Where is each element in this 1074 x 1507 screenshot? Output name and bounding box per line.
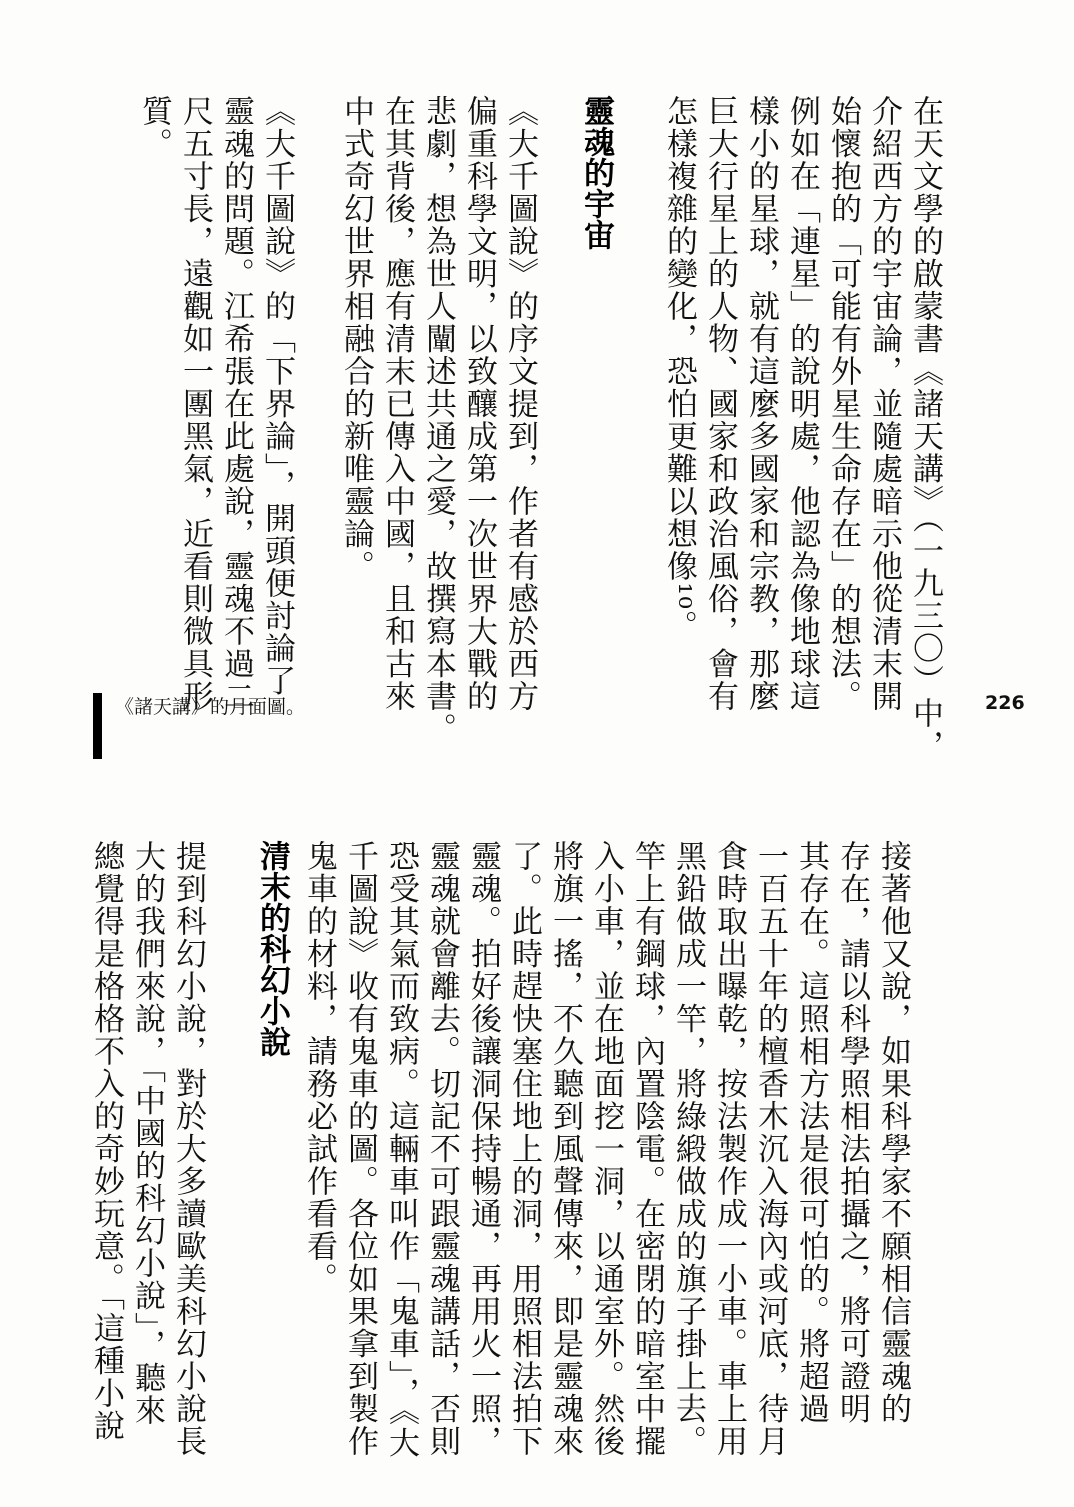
page-number: 226 bbox=[985, 692, 1025, 714]
text-column: 《大千圖說》的序文提到，作者有感於西方 bbox=[502, 95, 538, 713]
text-column: 提到科幻小說，對於大多讀歐美科幻小說長 bbox=[170, 840, 206, 1458]
top-paragraph-2 bbox=[335, 95, 540, 745]
text-column: 黑鉛做成一竿，將綠緞做成的旗子掛上去。 bbox=[670, 840, 706, 1458]
section-heading-soul-universe: 靈魂的宇宙 bbox=[578, 95, 614, 250]
caption-marker-bar bbox=[93, 693, 102, 759]
text-column: 《大千圖說》的「下界論」，開頭便討論了 bbox=[259, 95, 295, 697]
text-column: 千圖說》收有鬼車的圖。各位如果拿到製作 bbox=[342, 840, 378, 1458]
text-column: 竿上有鋼球，內置陰電。在密閉的暗室中擺 bbox=[629, 840, 665, 1458]
text-column: 總覺得是格格不入的奇妙玩意。「這種小說 bbox=[88, 840, 124, 1442]
bottom-paragraph-1 bbox=[298, 840, 913, 1459]
text-column: 巨大行星上的人物、國家和政治風俗，會有 bbox=[702, 95, 738, 713]
text-column: 中式奇幻世界相融合的新唯靈論。 bbox=[338, 95, 374, 583]
text-column: 食時取出曝乾，按法製作成一小車。車上用 bbox=[711, 840, 747, 1458]
text-column: 樣小的星球，就有這麼多國家和宗教，那麼 bbox=[743, 95, 779, 713]
top-paragraph-1 bbox=[658, 95, 945, 762]
text-column: 鬼車的材料，請務必試作看看。 bbox=[301, 840, 337, 1295]
text-column: 在天文學的啟蒙書《諸天講》（一九三〇）中， bbox=[907, 95, 943, 762]
text-column: 始懷抱的「可能有外星生命存在」的想法。 bbox=[825, 95, 861, 713]
text-column: 怎樣複雜的變化，恐怕更難以想像¹⁰。 bbox=[661, 95, 697, 643]
figure-caption: 《諸天講》的月面圖。 bbox=[115, 696, 306, 718]
text-column: 入小車，並在地面挖一洞，以通室外。然後 bbox=[588, 840, 624, 1458]
text-column: 將旗一搖，不久聽到風聲傳來，即是靈魂來 bbox=[547, 840, 583, 1458]
bottom-paragraph-2 bbox=[85, 840, 208, 1458]
text-column: 其存在。這照相方法是很可怕的。將超過 bbox=[793, 840, 829, 1425]
section-heading-late-qing-scifi: 清末的科幻小說 bbox=[254, 840, 290, 1057]
top-paragraph-3 bbox=[133, 95, 297, 713]
text-column: 靈魂就會離去。切記不可跟靈魂講話，否則 bbox=[424, 840, 460, 1458]
text-column: 偏重科學文明，以致釀成第一次世界大戰的 bbox=[461, 95, 497, 713]
text-column: 存在，請以科學照相法拍攝之，將可證明 bbox=[834, 840, 870, 1425]
text-column: 悲劇，想為世人闡述共通之愛，故撰寫本書。 bbox=[420, 95, 456, 745]
text-column: 了。此時趕快塞住地上的洞，用照相法拍下 bbox=[506, 840, 542, 1458]
text-column: 介紹西方的宇宙論，並隨處暗示他從清末開 bbox=[866, 95, 902, 713]
text-column: 質。 bbox=[136, 95, 172, 160]
text-column: 接著他又說，如果科學家不願相信靈魂的 bbox=[875, 840, 911, 1425]
text-column: 靈魂。拍好後讓洞保持暢通，再用火一照， bbox=[465, 840, 501, 1458]
text-column: 尺五寸長，遠觀如一團黑氣，近看則微具形 bbox=[177, 95, 213, 713]
text-column: 恐受其氣而致病。這輛車叫作「鬼車」，《大 bbox=[383, 840, 419, 1459]
text-column: 在其背後，應有清末已傳入中國，且和古來 bbox=[379, 95, 415, 713]
text-column: 例如在「連星」的說明處，他認為像地球這 bbox=[784, 95, 820, 713]
text-column: 一百五十年的檀香木沉入海內或河底，待月 bbox=[752, 840, 788, 1458]
text-column: 靈魂的問題。江希張在此處說，靈魂不過二 bbox=[218, 95, 254, 713]
text-column: 大的我們來說，「中國的科幻小說」，聽來 bbox=[129, 840, 165, 1427]
